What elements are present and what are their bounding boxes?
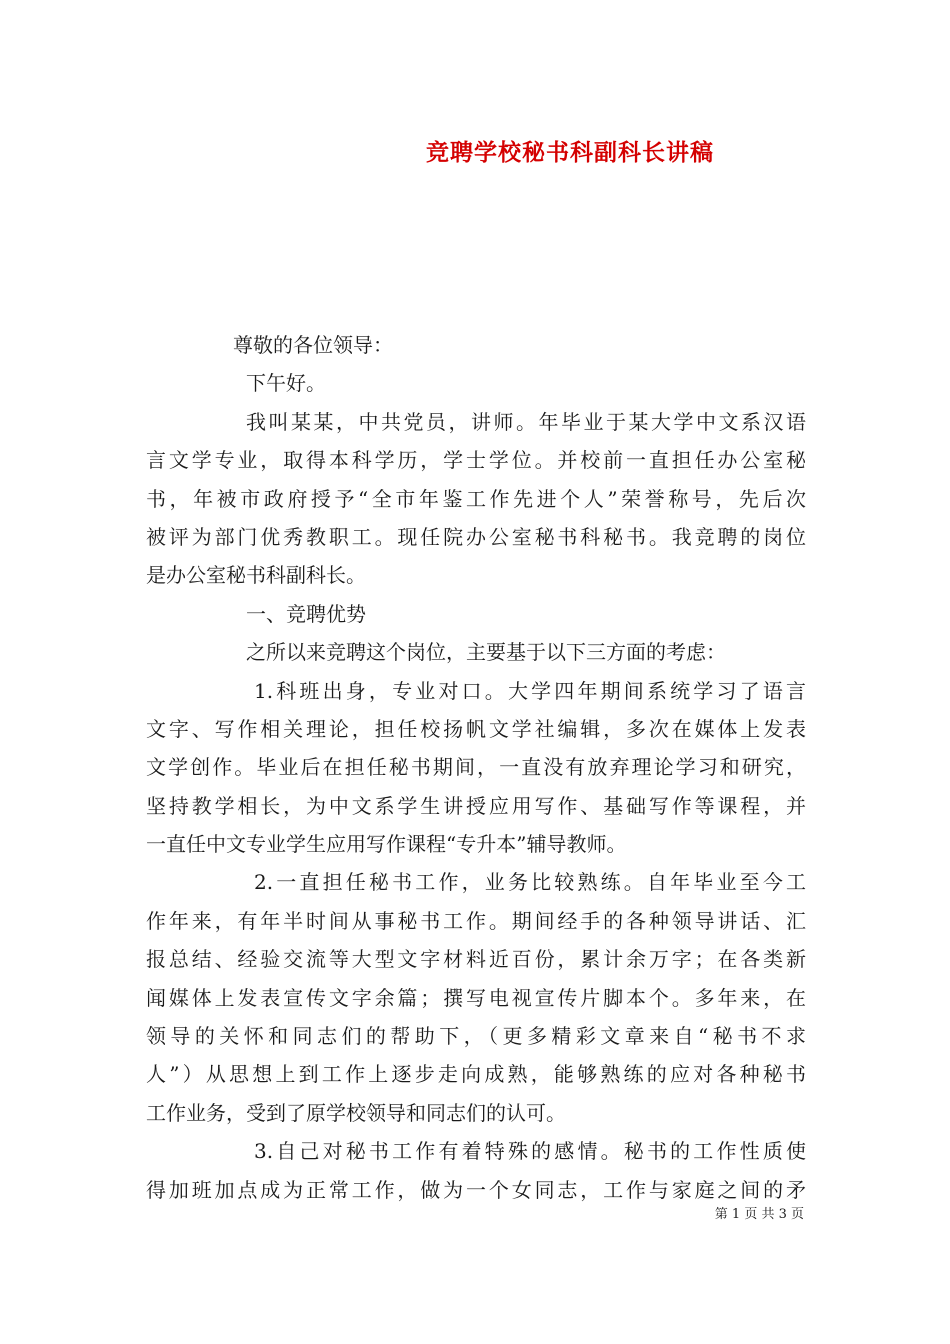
document-body bbox=[146, 326, 806, 1209]
text-line: 人”）从思想上到工作上逐步走向成熟，能够熟练的应对各种秘书 bbox=[146, 1062, 806, 1087]
text-line: 一、竞聘优势 bbox=[246, 601, 366, 626]
text-line: 3.自己对秘书工作有着特殊的感情。秘书的工作性质使 bbox=[254, 1139, 806, 1164]
text-line: 作年来，有年半时间从事秘书工作。期间经手的各种领导讲话、汇 bbox=[146, 908, 806, 933]
text-line: 坚持教学相长，为中文系学生讲授应用写作、基础写作等课程，并 bbox=[146, 793, 806, 818]
text-line: 报总结、经验交流等大型文字材料近百份，累计余万字；在各类新 bbox=[146, 947, 806, 972]
text-line: 我叫某某，中共党员，讲师。年毕业于某大学中文系汉语 bbox=[246, 409, 806, 434]
text-line: 言文学专业，取得本科学历，学士学位。并校前一直担任办公室秘 bbox=[146, 448, 806, 473]
text-line: 2.一直担任秘书工作，业务比较熟练。自年毕业至今工 bbox=[254, 870, 806, 895]
text-line: 文学创作。毕业后在担任秘书期间，一直没有放弃理论学习和研究， bbox=[146, 755, 806, 780]
text-line: 领导的关怀和同志们的帮助下，（更多精彩文章来自“秘书不求 bbox=[146, 1024, 806, 1049]
document-title: 竞聘学校秘书科副科长讲稿 bbox=[426, 139, 714, 166]
text-line: 1.科班出身，专业对口。大学四年期间系统学习了语言 bbox=[254, 678, 806, 703]
text-line: 工作业务，受到了原学校领导和同志们的认可。 bbox=[146, 1100, 566, 1125]
text-line: 尊敬的各位领导： bbox=[233, 333, 393, 357]
page-footer: 第 1 页 共 3 页 bbox=[714, 1207, 804, 1222]
text-line: 闻媒体上发表宣传文字余篇；撰写电视宣传片脚本个。多年来，在 bbox=[146, 985, 806, 1010]
text-line: 被评为部门优秀教职工。现任院办公室秘书科秘书。我竞聘的岗位 bbox=[146, 524, 806, 549]
text-line: 一直任中文专业学生应用写作课程“专升本”辅导教师。 bbox=[146, 832, 627, 857]
text-line: 是办公室秘书科副科长。 bbox=[146, 563, 366, 588]
text-line: 书，年被市政府授予“全市年鉴工作先进个人”荣誉称号，先后次 bbox=[146, 486, 806, 511]
text-line: 文字、写作相关理论，担任校扬帆文学社编辑，多次在媒体上发表 bbox=[146, 716, 806, 741]
text-line: 下午好。 bbox=[246, 371, 326, 396]
text-line: 之所以来竞聘这个岗位，主要基于以下三方面的考虑： bbox=[246, 640, 726, 665]
text-line: 得加班加点成为正常工作，做为一个女同志，工作与家庭之间的矛 bbox=[146, 1177, 806, 1202]
